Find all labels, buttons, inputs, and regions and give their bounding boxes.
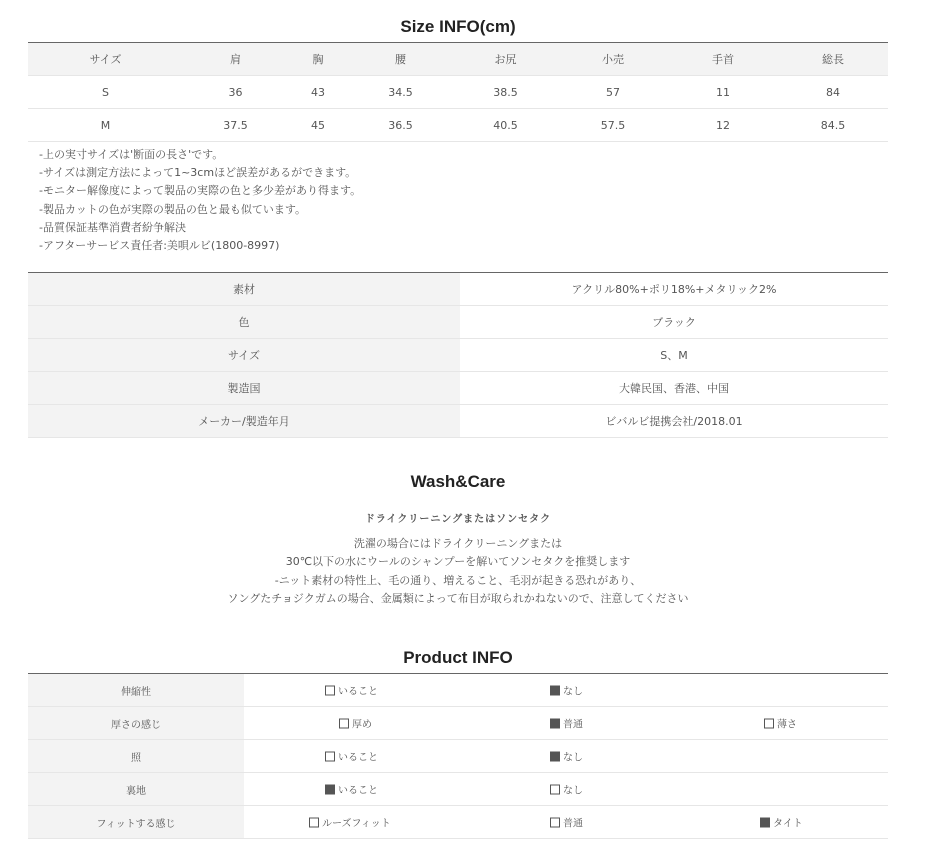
option-item[interactable] bbox=[339, 716, 372, 731]
option-label: タイト bbox=[773, 818, 803, 830]
size-cell: S bbox=[28, 76, 183, 109]
checkbox-icon bbox=[550, 785, 560, 795]
size-notes bbox=[28, 146, 899, 255]
material-key: 素材 bbox=[28, 273, 460, 306]
option-label: ルーズフィット bbox=[322, 818, 391, 830]
wash-care-line: 30℃以下の水にウールのシャンプーを解いてソンセタクを推奨します bbox=[285, 555, 631, 569]
table-row bbox=[28, 372, 888, 405]
product-attr-label: 裏地 bbox=[28, 773, 244, 806]
checkbox-checked-icon bbox=[550, 719, 560, 729]
size-header-cell: サイズ bbox=[28, 43, 183, 76]
table-row bbox=[28, 773, 888, 806]
size-cell: 36.5 bbox=[348, 109, 453, 142]
checkbox-icon bbox=[764, 719, 774, 729]
material-key: メーカー/製造年月 bbox=[28, 405, 460, 438]
product-attr-label: 厚さの感じ bbox=[28, 707, 244, 740]
option-item[interactable] bbox=[760, 815, 803, 830]
wash-care-section bbox=[28, 472, 888, 492]
product-attr-options bbox=[244, 773, 888, 806]
table-row bbox=[28, 273, 888, 306]
material-key: 色 bbox=[28, 306, 460, 339]
option-item[interactable] bbox=[550, 716, 583, 731]
material-key: サイズ bbox=[28, 339, 460, 372]
checkbox-checked-icon bbox=[325, 785, 335, 795]
option-label: 薄さ bbox=[777, 719, 797, 731]
note-line: -アフターサービス責任者:美唄ルビ(1800-8997) bbox=[39, 239, 280, 253]
size-cell: 11 bbox=[668, 76, 778, 109]
option-item[interactable] bbox=[550, 749, 583, 764]
material-value: S、M bbox=[460, 339, 888, 372]
option-label: いること bbox=[338, 686, 378, 698]
size-info-title: Size INFO(cm) bbox=[400, 17, 516, 36]
product-info-title: Product INFO bbox=[403, 648, 513, 667]
size-cell: 40.5 bbox=[453, 109, 558, 142]
product-info-section bbox=[28, 648, 888, 668]
size-cell: 57.5 bbox=[558, 109, 668, 142]
option-item[interactable] bbox=[764, 716, 797, 731]
option-label: なし bbox=[563, 686, 583, 698]
wash-care-body bbox=[28, 535, 888, 609]
size-cell: 45 bbox=[288, 109, 348, 142]
size-table-header bbox=[28, 43, 888, 76]
table-row bbox=[28, 674, 888, 707]
option-item[interactable] bbox=[550, 683, 583, 698]
size-cell: 37.5 bbox=[183, 109, 288, 142]
checkbox-icon bbox=[550, 818, 560, 828]
product-info-table bbox=[28, 674, 888, 839]
note-line: -品質保証基準消費者紛争解決 bbox=[39, 220, 186, 234]
product-attr-options bbox=[244, 674, 888, 707]
size-cell: M bbox=[28, 109, 183, 142]
checkbox-icon bbox=[325, 752, 335, 762]
size-header-cell: 肩 bbox=[183, 43, 288, 76]
checkbox-checked-icon bbox=[550, 686, 560, 696]
option-item[interactable] bbox=[325, 749, 378, 764]
size-header-cell: お尻 bbox=[453, 43, 558, 76]
note-line: -製品カットの色が実際の製品の色と最も似ています。 bbox=[39, 202, 306, 216]
size-cell: 36 bbox=[183, 76, 288, 109]
size-table bbox=[28, 43, 888, 142]
material-value: アクリル80%+ポリ18%+メタリック2% bbox=[460, 273, 888, 306]
size-info-section bbox=[28, 17, 888, 37]
size-cell: 34.5 bbox=[348, 76, 453, 109]
material-value: ブラック bbox=[460, 306, 888, 339]
material-value: 大韓民国、香港、中国 bbox=[460, 372, 888, 405]
materials-table bbox=[28, 273, 888, 438]
note-line: -上の実寸サイズは'断面の長さ'です。 bbox=[39, 148, 224, 161]
option-item[interactable] bbox=[550, 815, 583, 830]
table-row bbox=[28, 306, 888, 339]
table-row bbox=[28, 76, 888, 109]
table-row bbox=[28, 339, 888, 372]
size-cell: 43 bbox=[288, 76, 348, 109]
wash-care-line: ソングたチョジクガムの場合、金属類によって布目が取られかねないので、注意してください bbox=[227, 592, 689, 606]
product-attr-options bbox=[244, 707, 888, 740]
option-item[interactable] bbox=[325, 683, 378, 698]
material-value: ビバルビ提携会社/2018.01 bbox=[460, 405, 888, 438]
wash-care-subtitle: ドライクリーニングまたはソンセタク bbox=[364, 514, 552, 525]
checkbox-checked-icon bbox=[760, 818, 770, 828]
table-row bbox=[28, 740, 888, 773]
option-label: いること bbox=[338, 752, 378, 764]
option-label: いること bbox=[338, 785, 378, 797]
table-row bbox=[28, 109, 888, 142]
wash-care-title: Wash&Care bbox=[410, 472, 506, 491]
size-header-cell: 腰 bbox=[348, 43, 453, 76]
product-attr-label: 伸縮性 bbox=[28, 674, 244, 707]
option-item[interactable] bbox=[325, 782, 378, 797]
size-cell: 38.5 bbox=[453, 76, 558, 109]
wash-care-line: -ニット素材の特性上、毛の通り、増えること、毛羽が起きる恐れがあり、 bbox=[274, 573, 642, 587]
table-row bbox=[28, 806, 888, 839]
product-attr-options bbox=[244, 740, 888, 773]
option-item[interactable] bbox=[309, 815, 391, 830]
size-cell: 57 bbox=[558, 76, 668, 109]
note-line: -サイズは測定方法によって1~3cmほど誤差があるができます。 bbox=[39, 166, 357, 180]
product-attr-label: 照 bbox=[28, 740, 244, 773]
option-label: 普通 bbox=[563, 818, 583, 830]
size-cell: 12 bbox=[668, 109, 778, 142]
checkbox-icon bbox=[325, 686, 335, 696]
size-cell: 84 bbox=[778, 76, 888, 109]
option-label: 普通 bbox=[563, 719, 583, 731]
table-row bbox=[28, 405, 888, 438]
option-label: なし bbox=[563, 752, 583, 764]
note-line: -モニター解像度によって製品の実際の色と多少差があり得ます。 bbox=[39, 184, 362, 198]
checkbox-icon bbox=[309, 818, 319, 828]
size-header-cell: 手首 bbox=[668, 43, 778, 76]
product-attr-options bbox=[244, 806, 888, 839]
option-label: 厚め bbox=[352, 719, 372, 731]
checkbox-checked-icon bbox=[550, 752, 560, 762]
size-header-cell: 小売 bbox=[558, 43, 668, 76]
table-row bbox=[28, 707, 888, 740]
checkbox-icon bbox=[339, 719, 349, 729]
option-item[interactable] bbox=[550, 782, 583, 797]
product-attr-label: フィットする感じ bbox=[28, 806, 244, 839]
option-label: なし bbox=[563, 785, 583, 797]
size-header-cell: 総長 bbox=[778, 43, 888, 76]
size-cell: 84.5 bbox=[778, 109, 888, 142]
material-key: 製造国 bbox=[28, 372, 460, 405]
wash-care-line: 洗濯の場合にはドライクリーニングまたは bbox=[353, 537, 563, 550]
size-header-cell: 胸 bbox=[288, 43, 348, 76]
